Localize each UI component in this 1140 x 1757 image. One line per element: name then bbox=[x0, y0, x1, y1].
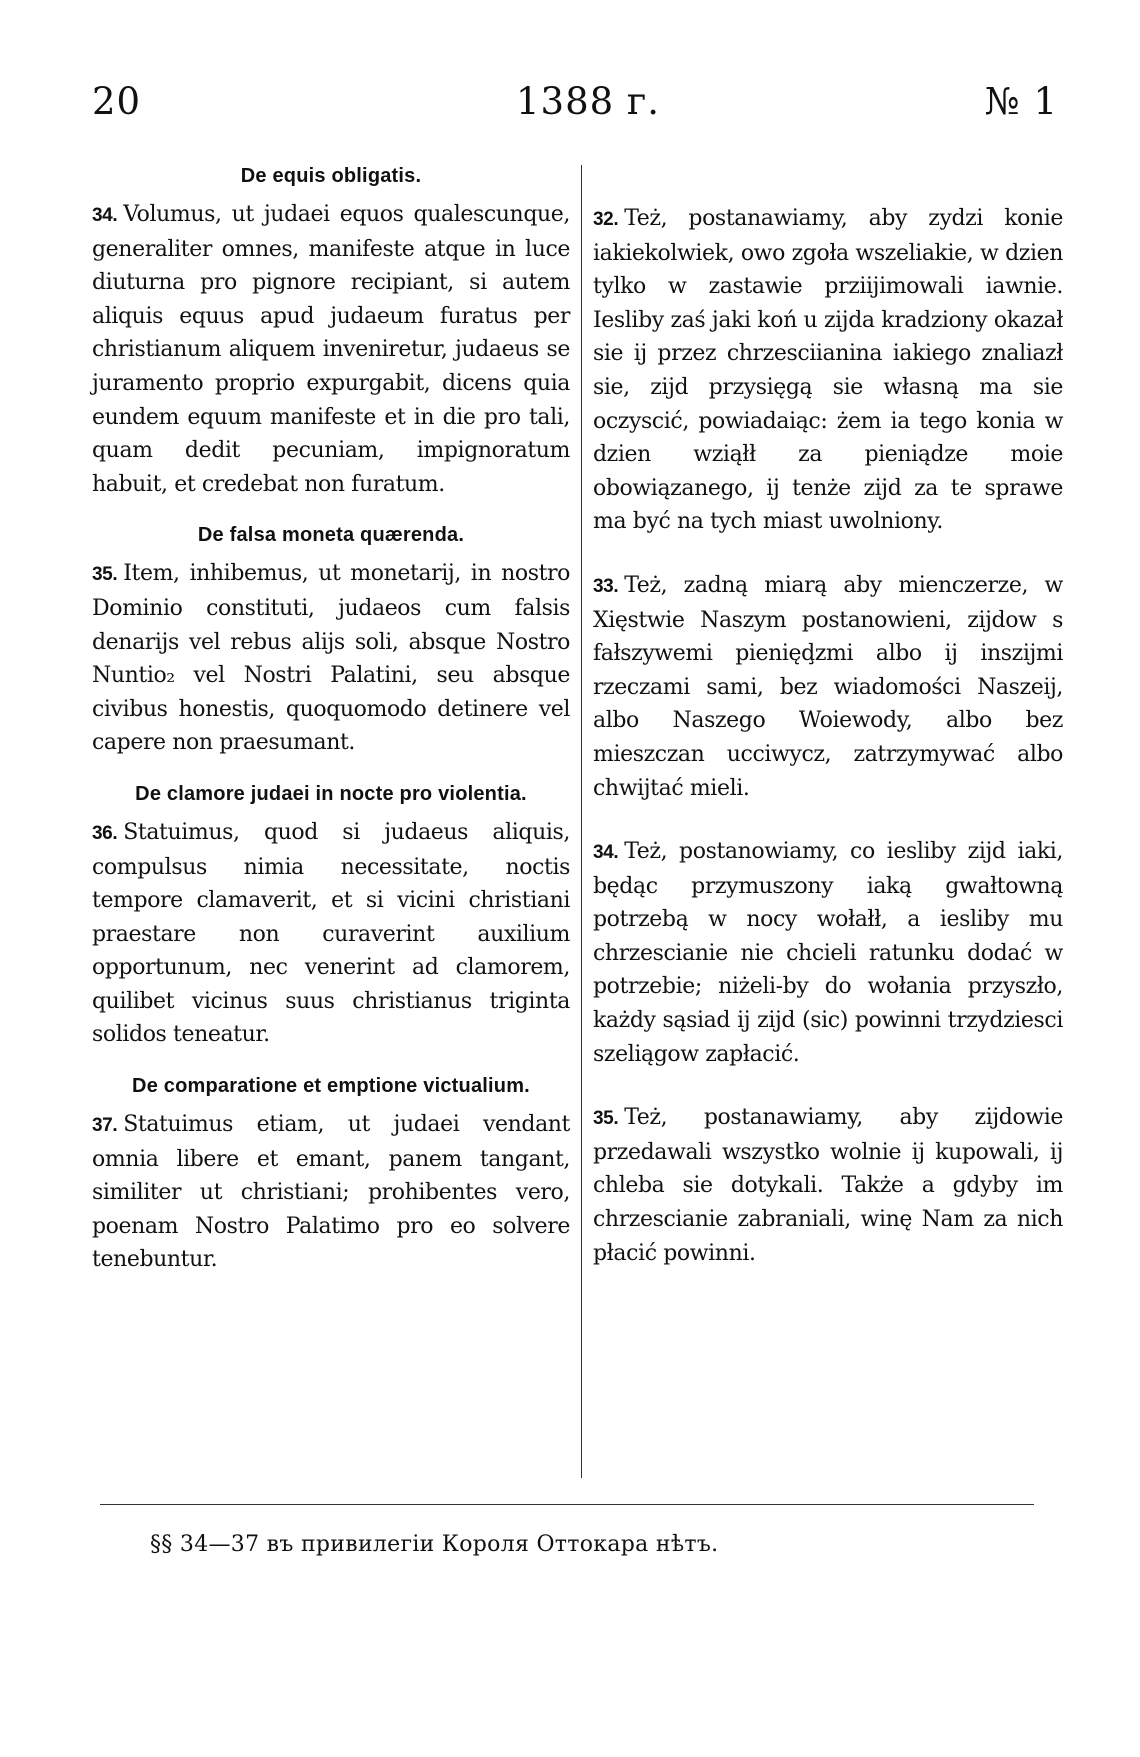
section-paragraph bbox=[593, 1101, 1063, 1270]
section-paragraph bbox=[92, 1108, 570, 1277]
polish-column bbox=[593, 160, 1063, 1300]
section-text: Statuimus, quod si judaeus aliquis, compulsus nimia necessitate, noctis tempore clamaverit, et si vicini christiani praestare non curaverint auxilium opportunum, nec venerint ad clamorem, quilibet vicinus suus christianus triginta solidos teneatur. bbox=[92, 819, 570, 1048]
footnote: §§ 34—37 въ привилегіи Короля Оттокара нѣтъ. bbox=[150, 1532, 719, 1557]
section-number: 34. bbox=[593, 842, 619, 864]
latin-column bbox=[92, 160, 570, 1295]
section-text: Statuimus etiam, ut judaei vendant omnia libere et emant, panem tangant, similiter ut christiani; prohibentes vero, poenam Nostro Palatimo pro eo solvere tenebuntur. bbox=[92, 1112, 570, 1273]
latin-section bbox=[92, 160, 570, 501]
section-paragraph bbox=[92, 816, 570, 1052]
section-paragraph bbox=[92, 557, 570, 760]
section-text: Też, postanawiamy, aby zydzi konie iakiekolwiek, owo zgoła wszeliakie, w dzien tylko w zastawie prziijimowali iawnie. Iesliby zaś jaki koń u zijda kradziony okazał sie ij przez chrzesciianina iakiego znaliazł sie, zijd przysięgą sie własną ma sie oczyscić, powiadaiąc: żem ia tego konia w dzien wziąłł za pieniądze moie obowiązanego, ij tenże zijd za te sprawe ma być na tych miast uwolniony. bbox=[593, 206, 1063, 535]
section-heading: De clamore judaei in nocte pro violentia. bbox=[135, 782, 527, 805]
section-text: Item, inhibemus, ut monetarij, in nostro Dominio constituti, judaeos cum falsis denarijs vel rebus alijs soli, absque Nostro Nuntio₂ vel Nostri Palatini, seu absque civibus honestis, quoquomodo detinere vel capere non praesumant. bbox=[92, 561, 570, 756]
footnote-rule bbox=[100, 1504, 1034, 1505]
document-number: № 1 bbox=[984, 80, 1058, 123]
page-year: 1388 г. bbox=[516, 80, 661, 123]
latin-section bbox=[92, 519, 570, 760]
section-heading: De equis obligatis. bbox=[240, 165, 422, 187]
section-text: Też, postanawiamy, aby zijdowie przedawali wszystko wolnie ij kupowali, ij chleba sie dotykali. Także a gdyby im chrzescianie zabraniali, winę Nam za nich płacić powinni. bbox=[593, 1105, 1063, 1266]
section-number: 37. bbox=[92, 1115, 118, 1137]
section-number: 36. bbox=[92, 822, 118, 844]
latin-section bbox=[92, 778, 570, 1052]
section-paragraph bbox=[92, 198, 570, 501]
section-heading: De comparatione et emptione victualium. bbox=[132, 1075, 530, 1098]
section-paragraph bbox=[593, 569, 1063, 805]
section-paragraph bbox=[593, 835, 1063, 1071]
page-number: 20 bbox=[92, 80, 142, 123]
section-text: Też, postanowiamy, co iesliby zijd iaki, będąc przymuszony iaką gwałtowną potrzebą w nocy wołałł, a iesliby mu chrzescianie nie chcieli ratunku dodać w potrzebie; niżeli-by do wołania przyszło, każdy sąsiad ij zijd (sic) powinni trzydziesci szeliągow zapłacić. bbox=[593, 839, 1063, 1067]
page-header bbox=[92, 80, 1058, 140]
column-divider bbox=[581, 165, 582, 1478]
latin-section bbox=[92, 1070, 570, 1277]
section-number: 32. bbox=[593, 209, 619, 230]
section-number: 35. bbox=[92, 564, 118, 586]
section-heading: De falsa moneta quærenda. bbox=[197, 524, 465, 547]
section-text: Też, zadną miarą aby mienczerze, w Xięstwie Naszym postanowieni, zijdow s fałszywemi pienięḑzmi albo ij inszijmi rzeczami sami, bez wiadomości Naszeij, albo Naszego Woiewody, albo bez mieszczan ucciwycz, zatrzymywać albo chwijtać mieli. bbox=[593, 572, 1063, 801]
section-number: 34. bbox=[92, 205, 118, 226]
section-paragraph bbox=[593, 202, 1063, 539]
section-text: Volumus, ut judaei equos qualescunque, generaliter omnes, manifeste atque in luce diuturna pro pignore recipiant, si autem aliquis equus apud judaeum furatus per christianum aliquem inveniretur, judaeus se juramento proprio expurgabit, dicens quia eundem equum manifeste et in die pro tali, quam dedit pecuniam, impignoratum habuit, et credebat non furatum. bbox=[92, 202, 570, 497]
section-number: 33. bbox=[593, 575, 619, 597]
section-number: 35. bbox=[593, 1108, 619, 1130]
